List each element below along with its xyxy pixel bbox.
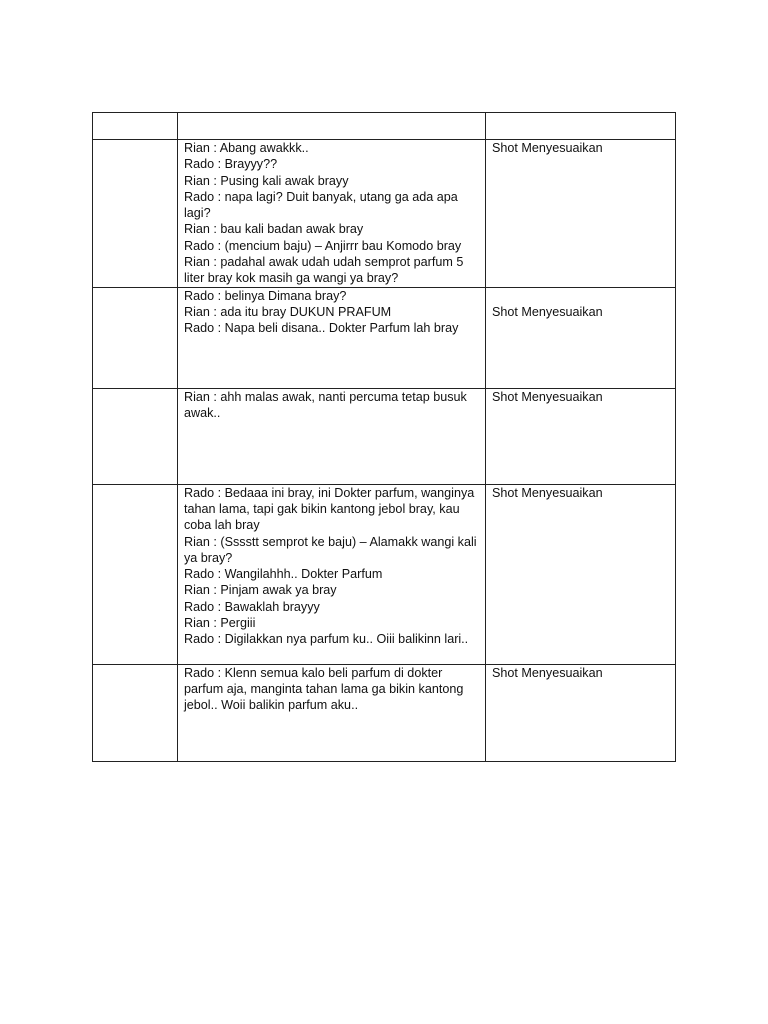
scene-cell [93, 484, 178, 664]
table-row [93, 140, 676, 288]
header-cell-dialogue [178, 113, 486, 140]
dialogue-line: Rado : (mencium baju) – Anjirrr bau Komodo bray [184, 238, 462, 253]
dialogue-line: Rado : Wangilahhh.. Dokter Parfum [184, 567, 383, 582]
shot-cell: Shot Menyesuaikan [486, 484, 676, 664]
dialogue-line: Rian : Pusing kali awak brayy [184, 173, 349, 188]
scene-cell [93, 664, 178, 761]
dialogue-line: Rado : Bawaklah brayyy [184, 599, 320, 614]
table-row [93, 388, 676, 484]
dialogue-cell [178, 484, 486, 664]
table-row [93, 484, 676, 664]
table-row [93, 664, 676, 761]
dialogue-line: Rado : Klenn semua kalo beli parfum di dokter parfum aja, manginta tahan lama ga bikin kantong jebol.. Woii balikin parfum aku.. [184, 665, 464, 713]
header-cell-shot [486, 113, 676, 140]
script-table [92, 112, 676, 762]
dialogue-line: Rado : Digilakkan nya parfum ku.. Oiii balikinn lari.. [184, 632, 469, 647]
scene-cell [93, 140, 178, 288]
dialogue-cell [178, 140, 486, 288]
dialogue-line: Rado : Napa beli disana.. Dokter Parfum lah bray [184, 321, 459, 336]
dialogue-cell [178, 664, 486, 761]
dialogue-line: Rian : padahal awak udah udah semprot parfum 5 liter bray kok masih ga wangi ya bray? [184, 255, 464, 286]
dialogue-cell [178, 287, 486, 388]
dialogue-line: Rian : bau kali badan awak bray [184, 222, 364, 237]
scene-cell [93, 287, 178, 388]
shot-cell: Shot Menyesuaikan [486, 140, 676, 288]
dialogue-line: Rian : Abang awakkk.. [184, 141, 309, 155]
scene-cell [93, 388, 178, 484]
dialogue-line: Rian : ahh malas awak, nanti percuma tetap busuk awak.. [184, 389, 467, 420]
dialogue-line: Rado : belinya Dimana bray? [184, 288, 347, 303]
dialogue-line: Rian : Pergiii [184, 616, 256, 631]
dialogue-line: Rado : napa lagi? Duit banyak, utang ga ada apa lagi? [184, 189, 458, 221]
header-cell-scene [93, 113, 178, 140]
dialogue-line: Rian : (Sssstt semprot ke baju) – Alamakk wangi kali ya bray? [184, 534, 477, 565]
shot-cell: Shot Menyesuaikan [486, 664, 676, 761]
shot-cell: Shot Menyesuaikan [486, 388, 676, 484]
dialogue-line: Rado : Bedaaa ini bray, ini Dokter parfum, wanginya tahan lama, tapi gak bikin kantong jebol bray, kau coba lah bray [184, 485, 475, 533]
dialogue-line: Rian : ada itu bray DUKUN PRAFUM [184, 304, 392, 319]
table-header-row [93, 113, 676, 140]
shot-cell: Shot Menyesuaikan [486, 287, 676, 388]
dialogue-line: Rian : Pinjam awak ya bray [184, 583, 337, 598]
table-row [93, 287, 676, 388]
dialogue-line: Rado : Brayyy?? [184, 157, 278, 172]
dialogue-cell [178, 388, 486, 484]
